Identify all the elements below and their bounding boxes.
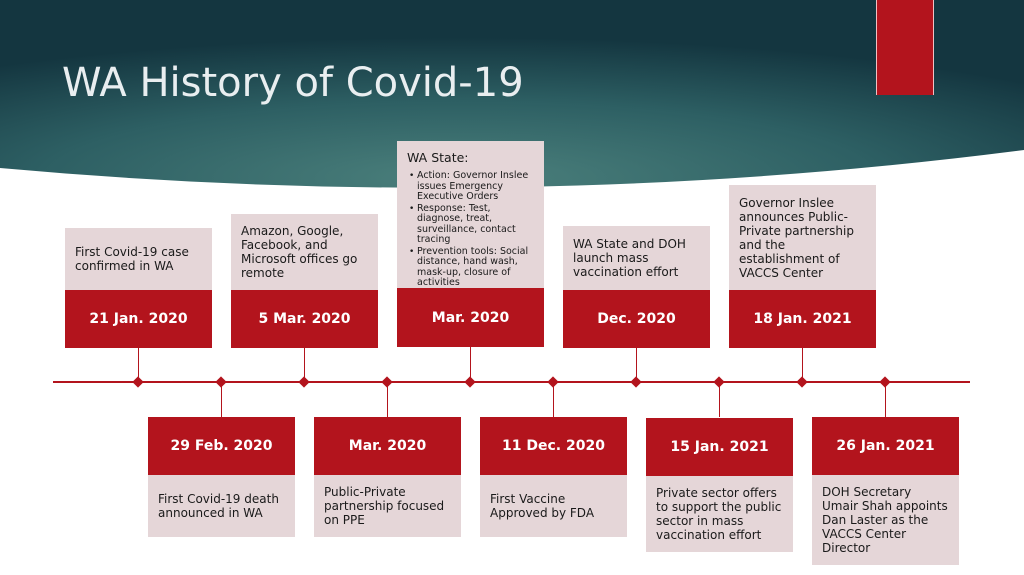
event-date: Mar. 2020 bbox=[397, 288, 544, 347]
event-text bbox=[314, 475, 461, 537]
bullet-list bbox=[407, 171, 534, 289]
timeline-marker bbox=[796, 376, 807, 387]
event-heading: WA State: bbox=[407, 150, 469, 165]
event-text bbox=[729, 185, 876, 290]
timeline-marker bbox=[547, 376, 558, 387]
event-text bbox=[480, 475, 627, 537]
event-text bbox=[65, 228, 212, 290]
event-text bbox=[397, 141, 544, 288]
event-date: 15 Jan. 2021 bbox=[646, 418, 793, 476]
event-date: 29 Feb. 2020 bbox=[148, 417, 295, 475]
event-description: Amazon, Google, Facebook, and Microsoft offices go remote bbox=[241, 224, 358, 280]
timeline-marker bbox=[298, 376, 309, 387]
event-description: Governor Inslee announces Public-Private partnership and the establishment of VACCS Center bbox=[739, 195, 854, 280]
connector bbox=[387, 383, 388, 417]
accent-bar bbox=[876, 0, 934, 95]
event-text bbox=[231, 214, 378, 290]
timeline-marker bbox=[713, 376, 724, 387]
timeline-marker bbox=[630, 376, 641, 387]
event-date: Mar. 2020 bbox=[314, 417, 461, 475]
event-description: First Vaccine Approved by FDA bbox=[490, 492, 595, 520]
event-description: DOH Secretary Umair Shah appoints Dan Laster as the VACCS Center Director bbox=[822, 485, 948, 555]
timeline-marker bbox=[879, 376, 890, 387]
event-description: First Covid-19 case confirmed in WA bbox=[75, 245, 189, 273]
timeline-marker bbox=[215, 376, 226, 387]
timeline-axis bbox=[53, 381, 970, 383]
timeline-marker bbox=[464, 376, 475, 387]
event-description: Public-Private partnership focused on PPE bbox=[324, 485, 445, 527]
event-description: WA State and DOH launch mass vaccination effort bbox=[573, 237, 686, 279]
event-text bbox=[563, 226, 710, 290]
bullet-item: • Response: Test, diagnose, treat, surveillance, contact tracing bbox=[411, 204, 534, 246]
event-date: 5 Mar. 2020 bbox=[231, 290, 378, 348]
connector bbox=[553, 383, 554, 417]
event-description: Private sector offers to support the public sector in mass vaccination effort bbox=[656, 486, 782, 542]
event-description: First Covid-19 death announced in WA bbox=[158, 492, 279, 520]
timeline-marker bbox=[132, 376, 143, 387]
event-text bbox=[812, 475, 959, 565]
connector bbox=[221, 383, 222, 417]
timeline-marker bbox=[381, 376, 392, 387]
event-date: 18 Jan. 2021 bbox=[729, 290, 876, 348]
connector bbox=[719, 383, 720, 417]
event-date: 11 Dec. 2020 bbox=[480, 417, 627, 475]
connector bbox=[885, 383, 886, 417]
event-text bbox=[148, 475, 295, 537]
bullet-item: • Action: Governor Inslee issues Emergency Executive Orders bbox=[411, 171, 534, 203]
event-text bbox=[646, 476, 793, 552]
event-date: 21 Jan. 2020 bbox=[65, 290, 212, 348]
page-title: WA History of Covid-19 bbox=[62, 60, 524, 106]
event-date: Dec. 2020 bbox=[563, 290, 710, 348]
bullet-item: • Prevention tools: Social distance, hand wash, mask-up, closure of activities bbox=[411, 247, 534, 289]
event-date: 26 Jan. 2021 bbox=[812, 417, 959, 475]
